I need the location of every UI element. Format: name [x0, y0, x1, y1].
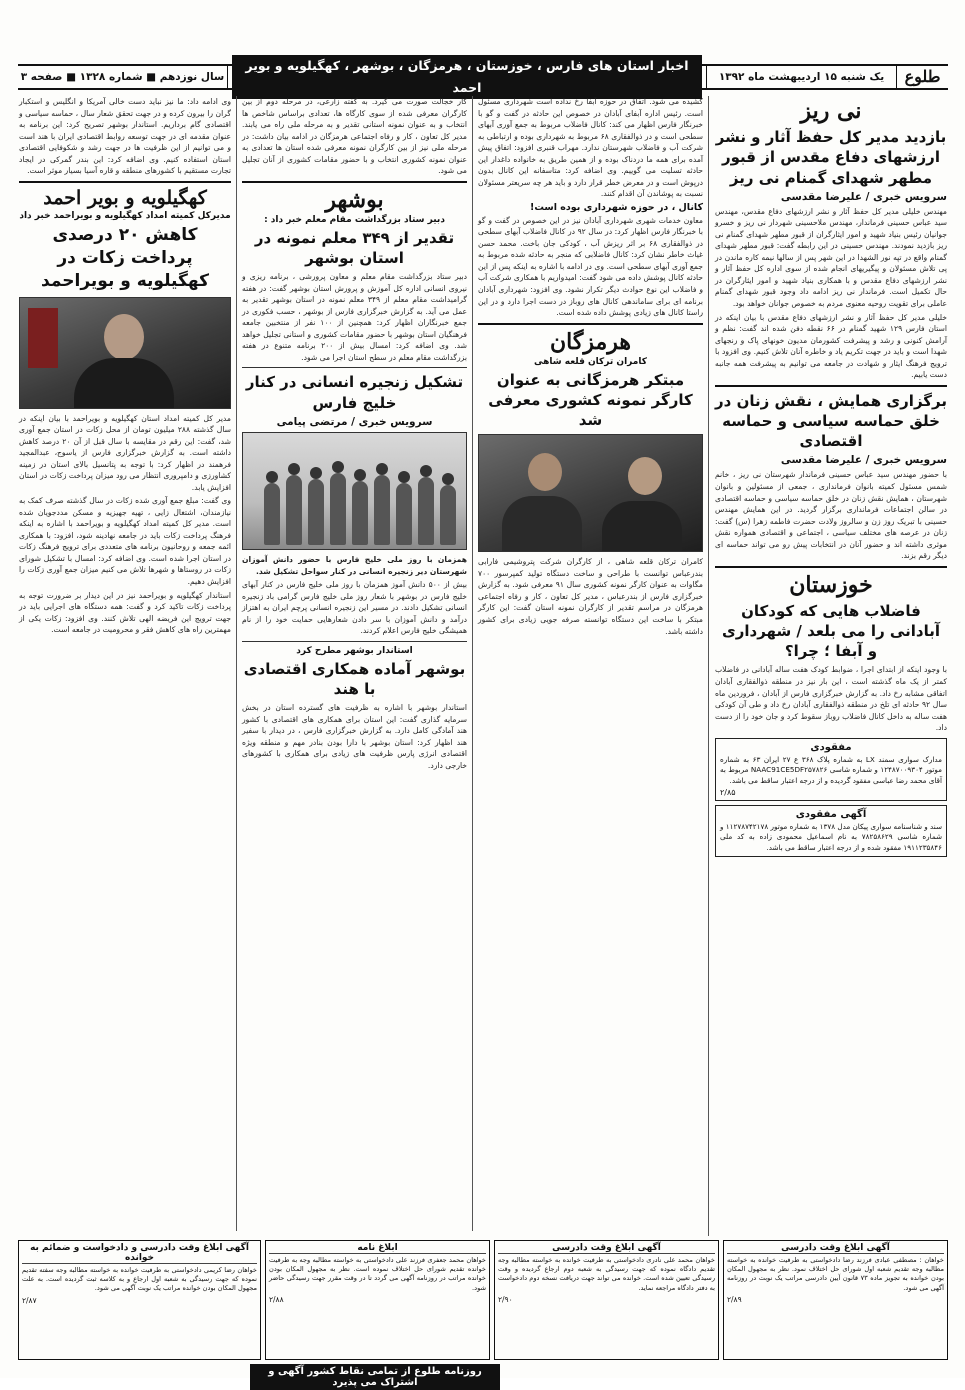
headline-human-chain: تشکیل زنجیره انسانی در کنار خلیج فارس [245, 373, 464, 412]
section-title-hormozgan: هرمزگان [550, 328, 631, 355]
legal-notice [723, 1240, 948, 1360]
section-title-khuzestan: خوزستان [789, 571, 873, 598]
issue-info: سال نوزدهم ■ شماره ۱۳۲۸ ■ صفحه ۳ [18, 66, 228, 88]
child-figure [330, 473, 346, 545]
lost-notice-number: ۲/۸۵ [720, 787, 736, 797]
lost-notice-title-2: آگهی مفقودی [795, 808, 867, 820]
column-bushehr [242, 96, 467, 1231]
headline-women-conference: برگزاری همایش ، نقش زنان در خلق حماسه سیاسی و حماسه اقتصادی [715, 391, 947, 451]
child-figure [374, 475, 390, 545]
photo-caption: همزمان با روز ملی خلیج فارس با حضور دانش آموزان شهرستان دیر زنجیره انسانی در کنار سواحل تشکیل شد. [242, 554, 467, 576]
flag-shape [28, 308, 58, 368]
column-rule [236, 96, 237, 1231]
legal-notice-number: ۲/۸۷ [22, 1295, 37, 1305]
lost-notice-box [715, 738, 947, 801]
legal-notice-number: ۲/۹۰ [498, 1294, 513, 1304]
divider [242, 367, 467, 368]
column-rule [708, 96, 709, 1236]
child-figure [286, 475, 302, 545]
child-figure [352, 481, 368, 545]
body-shape [502, 496, 582, 551]
page-title: اخبار استان های فارس ، خوزستان ، هرمزگان ، بوشهر ، کهگیلویه و بویر احمد [232, 55, 702, 99]
photo-model-workers [478, 434, 703, 552]
article-body: خلیلی مدیر کل حفظ آثار و نشر ارزشهای دفاع مقدس با بیان اینکه در استان فارس ۱۲۹ شهید گمنام در ۶۶ نقطه دفن شده اند گفت: نظم و آرامش کنونی و رشد و پیشرفت کشورمان مدیون خونهای پاک و رنجهای شهدا است و باید در جهت تکریم یاد و خاطره آنان تلاش کنیم. وی افزود با ترویج فرهنگ ایثار و شهادت در جامعه می توانیم به پیشرفت همه جانبه دست یابیم. [715, 312, 947, 380]
divider [478, 323, 703, 325]
face-shape [528, 453, 562, 491]
legal-notice-body: خواهان محمد علی نادری دادخواستی به طرفیت خوانده به خواسته مطالبه وجه تقدیم دادگاه نموده که جهت رسیدگی به شعبه دوم ارجاع گردیده و وقت رسیدگی تعیین شده است. خوانده می تواند جهت دریافت نسخه دوم دادخواست به دفتر دادگاه مراجعه نماید. [498, 1256, 715, 1292]
divider [242, 181, 467, 183]
legal-notice-title: آگهی ابلاغ وقت دادرسی [727, 1243, 944, 1254]
headline-neyriz: بازدید مدیر کل حفظ آثار و نشر ارزشهای دفاع مقدس از قبور مطهر شهدای گمنام نی ریز [715, 128, 947, 187]
body-shape [74, 358, 174, 408]
article-body: مهندس خلیلی مدیر کل حفظ آثار و نشر ارزشهای دفاع مقدس، مهندس سید عباس حسینی فرماندار، مهندس ملاحسینی شهردار نی ریز و خسرو جوانیان رئیس بنیاد شهید و امور ایثارگران از قبور مطهر شهدای گمنام نی ریز بازدید نمودند. مهندس حسینی در این رابطه گفت: قبور مطهر شهدای گمنام واقع در تپه نور الشهدا در این شهر پس از سالها نیمه کاره ماندن در پی تلاش مسئولان و پیگیریهای انجام شده از سوی اداره کل حفظ آثار و نشر ارزشهای دفاع مقدس و با همکاری بنیاد شهید و امور ایثارگران در حال تکمیل است. فرماندار نی ریز ادامه داد وجود قبور شهدای گمنام عاملی برای تقویت روحیه معنوی مردم به خصوص جوانان خواهد بود. [715, 206, 947, 308]
child-figure [418, 477, 434, 545]
article-body: معاون خدمات شهری شهرداری آبادان نیز در این خصوص در گفت و گو با خبرنگار فارس اظهار کرد: در سال ۹۲ در کانال فاضلاب آبهای سطحی در ذوالفقاری ۶۸ بر اثر ریزش آب ، کودکی جان باخت. محمد حسن غیاث خاطر نشان کرد: کانال فاضلابی که منجر به حادثه شده مربوط به جمع آوری آبهای سطحی است. وی در ادامه با اشاره به اینکه پس از این حادثه کانال پوشش داده می شود گفت: امیدواریم با همکاری شرکت آب و فاضلاب این نوع حوادث دیگر تکرار نشود. وی افزود: شهرداری آبادان برنامه ای برای ساماندهی کانال های روباز در دست اجرا دارد و در این راستا کانال های زیادی پوشش داده شده است. [478, 215, 703, 318]
legal-notice-title: آگهی ابلاغ وقت دادرسی و دادخواست و ضمائم به خوانده [22, 1243, 257, 1264]
divider [242, 641, 467, 642]
article-body: استاندار بوشهر با اشاره به ظرفیت های گسترده استان در بخش سرمایه گذاری گفت: این استان برای همکاری های اقتصادی با کشور هند آمادگی کامل دارد. به گزارش خبرگزاری فارس ، در دیدار با سفیر هند اظهار کرد: استان بوشهر با دارا بودن بنادر مهم و منطقه ویژه اقتصادی انرژی پارس ظرفیت های زیادی برای همکاری با کشورهای خارجی دارد. [242, 703, 467, 770]
legal-notice-title: آگهی ابلاغ وقت دادرسی [498, 1243, 715, 1254]
byline-hormozgan: کامران ترکان قلعه شاهی [534, 356, 647, 367]
byline-neyriz: سرویس خبری / علیرضا مقدسی [780, 190, 947, 203]
face-shape [104, 314, 144, 360]
kicker-teachers: دبیر ستاد بزرگداشت مقام معلم خبر داد : [264, 214, 445, 225]
article-body: کشیده می شود. اتفاق در حوزه آبفا رخ نداده است شهرداری مسئول است. رئیس اداره آبفای آبادان در خصوص این حادثه در گفت و گو با خبرنگار فارس اظهار می کند: کانال فاضلاب مربوط به جمع آوری آبهای سطحی است و در ذوالفقاری ۶۸ مربوط به شهرداری بوده و ارتباطی به شرکت آب و فاضلاب شهرستان ندارد. مهراب قنبری افزود: اتفاق پیش آمده برای همه ما دردناک بوده و از همین طریق به خانواده داغدار این حادثه تسلیت می گوییم. وی اضافه کرد: متاسفانه این کانال بدون درپوش است و در معرض خطر قرار دارد و باید هر چه سریعتر مسئولان نسبت به پوشاندن آن اقدام کنند. [478, 97, 704, 199]
child-figure [440, 485, 456, 545]
child-figure [396, 483, 412, 545]
headline-sewage: فاضلاب هایی که کودکان آبادانی را می بلعد / شهرداری و آبفا ؛ چرا؟ [722, 601, 940, 661]
photo-official [19, 297, 231, 409]
lost-notice-title: مفقودی [810, 741, 852, 753]
article-body: کار خجالت صورت می گیرد. به گفته زارعی، در مرحله دوم از بین کارگران معرفی شده از سوی کارگاه ها، تعدادی براساس شاخص ها انتخاب و به عنوان نمونه استانی تقدیر و به مرحله ملی راه می یابند. مدیر کل تعاون ، کار و رفاه اجتماعی هرمزگان در ادامه بیان داشت: در مرحله ملی نیز از بین کارگران نمونه معرفی شده استان ها تعدادی به عنوان نمونه کشوری انتخاب و با حضور مقامات کشوری از آنان تجلیل می شود. [242, 97, 467, 176]
legal-notice [265, 1240, 490, 1360]
legal-notice-number: ۲/۸۹ [727, 1294, 742, 1304]
column-rule [472, 96, 473, 1231]
photo-human-chain [242, 432, 467, 550]
column-neyriz-khuzestan [715, 96, 947, 1286]
divider [715, 385, 947, 387]
kicker-india: استاندار بوشهر مطرح کرد [296, 645, 413, 656]
article-body: با حضور مهندس سید عباس حسینی فرماندار شهرستان نی ریز ، خانم شمس مسئول کمیته بانوان فرمانداری ، جمعی از مسئولین و بانوان شهرستان ، همایش نقش زنان در خلق حماسه سیاسی و حماسه اقتصادی در سالن اجتماعات فرمانداری برگزار گردید. در این همایش مهندس حسینی با تبریک روز زن و سالروز ولادت حضرت فاطمه زهرا (س) گفت: زنان در عرصه های مختلف سیاسی ، اجتماعی و اقتصادی همواره نقش موثری داشته اند و حضور آنان در انتخابات پیش رو می تواند حماسه ای دیگر رقم بزند. [715, 470, 947, 561]
article-body: وی گفت: مبلغ جمع آوری شده زکات در سال گذشته صرف کمک به نیازمندان، اشتغال زایی ، تهیه جهیزیه و مسکن مددجویان شده است. مدیر کل کمیته امداد کهگیلویه و بویراحمد با اشاره به اینکه فرهنگ پرداخت زکات باید در جامعه نهادینه شود، افزود: با همکاری ائمه جمعه و روحانیون برنامه های متعددی برای ترویج فرهنگ زکات در استان اجرا شده است. وی اضافه کرد: امسال با تشکیل شورای زکات در روستاها و شهرها تلاش می کنیم میزان جمع آوری زکات را افزایش دهیم. [19, 496, 231, 586]
legal-notice-body: خواهان محمد جعفری فرزند علی دادخواستی به خواسته مطالبه وجه به طرفیت خوانده تقدیم شورای حل اختلاف نموده است. نظر به مجهول المکان بودن خوانده مراتب در روزنامه آگهی می گردد تا در وقت مقرر جهت رسیدگی حاضر شود. [269, 1256, 486, 1292]
legal-notices-row [18, 1240, 948, 1360]
subheading-municipality: کانال ، در حوزه شهرداری بوده است! [530, 201, 703, 213]
subscription-banner: روزنامه طلوع از تمامی نقاط کشور آگهی و اشتراک می پذیرد [250, 1364, 500, 1390]
column-abadan-hormozgan [478, 96, 703, 1231]
byline-women-conference: سرویس خبری / علیرضا مقدسی [780, 454, 947, 467]
legal-notice [494, 1240, 719, 1360]
section-title-kohgiluyeh: کهگیلویه و بویر احمد [43, 186, 207, 209]
body-shape [602, 501, 682, 551]
headline-teachers: تقدیر از ۳۴۹ معلم نمونه در استان بوشهر [254, 228, 455, 267]
child-figure [264, 483, 280, 545]
masthead [18, 58, 948, 95]
divider [715, 566, 947, 568]
article-body: استاندار کهگیلویه و بویراحمد نیز در این دیدار بر ضرورت توجه به پرداخت زکات تاکید کرد و گفت: همه دستگاه های اجرایی باید در جهت ترویج این فریضه الهی تلاش کنند. وی افزود: زکات یکی از مهمترین راه های کاهش فقر و محرومیت در جامعه است. [19, 590, 231, 635]
kicker-zakat: مدیرکل کمیته امداد کهگیلویه و بویراحمد خبر داد [19, 210, 231, 221]
legal-notice-title: ابلاغ نامه [269, 1243, 486, 1254]
article-body: مدیر کل کمیته امداد استان کهگیلویه و بویراحمد با بیان اینکه در سال گذشته ۲۸۸ میلیون تومان از محل زکات در استان جمع آوری شد، گفت: این رقم در مقایسه با سال قبل از آن ۲۰ درصد کاهش داشته است. به گزارش خبرگزاری فارس از یاسوج، عبدالمجید فرهمند در اظهار کرد: با توجه به پتانسیل بالای استان در زمینه کشاورزی و دامپروری انتظار می رود میزان پرداخت زکات در استان افزایش یابد. [19, 413, 231, 492]
lost-notice-box-2 [715, 805, 947, 857]
article-body: با وجود اینکه از ابتدای اجرا ، ضوابط کودک هفت ساله آبادانی در فاضلاب کمتر از یک ماه گذشته است ، این بار نیز در منطقه ذوالفقاری آبادان اتفاقی مشابه رخ داد. به گزارش خبرگزاری فارس از آبادان ، فروردین ماه سال ۹۲ حادثه ای تلخ در منطقه ذوالفقاری آبادان رخ داد و طی آن کودکی هفت ساله به داخل کانال فاضلاب روباز سقوط کرد و جان خود را از دست داد. [715, 665, 947, 733]
byline-human-chain: سرویس خبری / مرتضی پیامی [276, 415, 433, 428]
legal-notice [18, 1240, 261, 1360]
divider [19, 181, 231, 183]
issue-date: یک شنبه ۱۵ اردیبهشت ماه ۱۳۹۲ [706, 66, 896, 88]
face-shape [628, 457, 662, 495]
lost-notice-body: مدارک سواری سمند LX به شماره پلاک ۳۶۸ ع ۲۷ ایران ۶۳ به شماره موتور ۱۲۴۸۷۰۰۹۳۰۴ و شماره شاسی NAAC91CE5DF۲۵۷۸۲۶ مربوط به آقای محمد رضا عباسی مفقود گردیده و از درجه اعتبار ساقط می باشد. [720, 754, 943, 785]
lost-notice-body-2: سند و شناسنامه سواری پیکان مدل ۱۳۷۸ به شماره موتور ۱۱۲۷۸۷۴۲۱۷۸ و شماره شاسی ۷۸۲۵۸۶۲۹ به نام اسماعیل محمودی زاده به کد ملی ۱۹۱۱۲۳۵۸۴۶ مفقود شده و از درجه اعتبار ساقط می باشد. [720, 821, 942, 852]
headline-india: بوشهر آماده همکاری اقتصادی با هند [243, 659, 466, 698]
section-title-neyriz: نی ریز [800, 98, 862, 124]
legal-notice-body: خواهان رضا کریمی دادخواستی به طرفیت خوانده به خواسته مطالبه وجه سفته تقدیم نموده که جهت رسیدگی به شعبه اول ارجاع و به کلاسه ثبت گردیده است. به علت مجهول المکان بودن خوانده مراتب یک نوبت آگهی می شود. [22, 1266, 257, 1293]
column-kohgiluyeh [19, 96, 231, 1231]
article-body: بیش از ۵۰۰ دانش آموز همزمان با روز ملی خلیج فارس در کنار آبهای خلیج فارس در بوشهر با شعار روز ملی خلیج فارس گرامی باد زنجیره انسانی تشکیل دادند. در مسیر این زنجیره انسانی پرچم ایران به اهتزاز درآمد و دانش آموزان با سر دادن شعارهایی حمایت خود را از نام همیشگی خلیج فارس اعلام کردند. [242, 580, 467, 636]
headline-model-worker: مبتکر هرمزگانی به عنوان کارگر نمونه کشوری معرفی شد [488, 370, 693, 430]
legal-notice-number: ۲/۸۸ [269, 1294, 284, 1304]
article-body: دبیر ستاد بزرگداشت مقام معلم و معاون پرورشی ، برنامه ریزی و نیروی انسانی اداره کل آموزش و پرورش استان بوشهر گفت: در هفته گرامیداشت مقام معلم از ۳۴۹ معلم نمونه در استان بوشهر تقدیر به عمل می آید. به گزارش خبرگزاری فارس از بوشهر ، حسب فکوری در جمع خبرنگاران اظهار کرد: همچنین از ۱۰۰ نفر از منتخبین جامعه فرهنگیان استان بوشهر با حضور مقامات کشوری و استانی تجلیل خواهد شد. وی اضافه کرد: امسال بیش از ۲۰۰ برنامه متنوع در هفته بزرگداشت مقام معلم در سطح استان اجرا می شود. [242, 272, 468, 362]
child-figure [308, 479, 324, 545]
newspaper-logo: طلوع [896, 64, 948, 90]
section-title-bushehr: بوشهر [325, 186, 384, 213]
article-body: کامران ترکان قلعه شاهی ، از کارگران شرکت پتروشیمی فارابی بندرعباس توانست با طراحی و ساخت دستگاه تولید کمپرسور ۷۰۰ مگاوات به عنوان کارگر نمونه کشوری سال ۹۱ معرفی شود. به گزارش خبرگزاری فارس از بندرعباس ، مدیر کل تعاون ، کار و رفاه اجتماعی هرمزگان در مراسم تقدیر از کارگران نمونه استان گفت: این کارگر مبتکر با ساخت این دستگاه توانسته صرفه جویی زیادی برای کشور داشته باشد. [478, 557, 703, 636]
article-body: وی ادامه داد: ما نیز نباید دست خالی آمریکا و انگلیس و استکبار گران را بیرون کرده و در جهت تحقق شعار سال ، حماسه سیاسی و اقتصادی گام برداریم. استاندار بوشهر تصریح کرد: این برنامه به عنوان مقدمه ای در جهت توسعه روابط اقتصادی ایران با هند است و می توانیم از این ظرفیت ها در جهت رشد و شکوفایی اقتصادی استان استفاده کنیم. وی اضافه کرد: این بندر گمرکی در ایجاد تجارت مستقیم با کشورهای منطقه و قاره آسیا بسیار موثر است. [19, 97, 231, 176]
legal-notice-body: خواهان : مصطفی عبادی فرزند رضا دادخواستی به طرفیت خوانده به خواسته مطالبه وجه تقدیم شعبه اول شورای حل اختلاف نمود. نظر به مجهول المکان بودن خوانده به تجویز ماده ۷۳ قانون آیین دادرسی مراتب یک نوبت در روزنامه آگهی می شود. [727, 1256, 944, 1292]
headline-zakat: کاهش ۲۰ درصدی پرداخت زکات در کهگیلویه و بویراحمد [41, 224, 209, 291]
